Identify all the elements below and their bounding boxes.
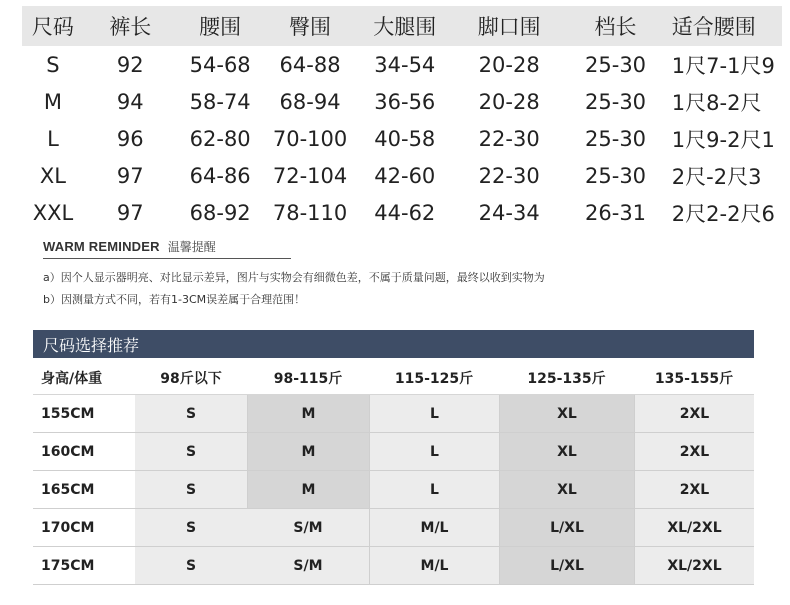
- waist-cell: 64-86: [189, 163, 251, 188]
- size-cell: 2XL: [634, 395, 754, 432]
- height-cell: 175CM: [41, 557, 95, 574]
- header-rise: 档长: [594, 15, 637, 39]
- hip-cell: 64-88: [279, 52, 341, 77]
- height-cell: 165CM: [41, 481, 95, 498]
- size-cell: S: [46, 52, 60, 77]
- size-cell: 2XL: [634, 433, 754, 470]
- fit-waist-cell: 2尺2-2尺6: [671, 201, 775, 226]
- length-cell: 96: [116, 126, 144, 151]
- waist-cell: 62-80: [189, 126, 251, 151]
- thigh-cell: 34-54: [374, 52, 436, 77]
- table-row: [22, 120, 782, 157]
- recommendation-title-bar: [33, 330, 754, 358]
- waist-cell: 58-74: [189, 89, 251, 114]
- hem-cell: 24-34: [478, 200, 540, 225]
- hem-cell: 22-30: [478, 163, 540, 188]
- hip-cell: 68-94: [279, 89, 341, 114]
- height-cell: 160CM: [41, 443, 95, 460]
- size-cell: S/M: [247, 547, 369, 584]
- recommendation-title: 尺码选择推荐: [43, 335, 140, 355]
- size-cell: L/XL: [499, 547, 634, 584]
- hip-cell: 78-110: [272, 200, 348, 225]
- size-cell: L: [369, 395, 499, 432]
- header-height-weight: 身高/体重: [41, 371, 103, 387]
- table-row: [33, 395, 754, 433]
- size-cell: XL: [499, 395, 634, 432]
- size-cell: L/XL: [499, 509, 634, 546]
- header-waist: 腰围: [199, 15, 242, 39]
- header-size: 尺码: [31, 15, 74, 39]
- rise-cell: 25-30: [585, 163, 647, 188]
- header-hip: 臀围: [289, 15, 332, 39]
- size-cell: M: [247, 395, 369, 432]
- hem-cell: 22-30: [478, 126, 540, 151]
- waist-cell: 54-68: [189, 52, 251, 77]
- thigh-cell: 42-60: [374, 163, 436, 188]
- size-chart-table: [22, 6, 782, 231]
- header-weight-2: 98-115斤: [273, 371, 343, 387]
- table-row: [22, 194, 782, 231]
- table-row: [33, 433, 754, 471]
- size-cell: XL: [499, 471, 634, 508]
- warm-reminder-title-en: WARM REMINDER: [43, 239, 160, 254]
- size-cell: XL: [499, 433, 634, 470]
- header-hem: 脚口围: [477, 15, 541, 39]
- hem-cell: 20-28: [478, 52, 540, 77]
- size-cell: XL/2XL: [634, 547, 754, 584]
- size-cell: 2XL: [634, 471, 754, 508]
- size-cell: S: [135, 547, 247, 584]
- size-cell: M: [247, 433, 369, 470]
- hip-cell: 70-100: [272, 126, 348, 151]
- size-cell: S: [135, 433, 247, 470]
- size-cell: S: [135, 395, 247, 432]
- table-row: [22, 46, 782, 83]
- rise-cell: 25-30: [585, 89, 647, 114]
- size-cell: M: [43, 89, 62, 114]
- size-chart-header: [22, 6, 782, 46]
- waist-cell: 68-92: [189, 200, 251, 225]
- reminder-note-color: a）因个人显示器明亮、对比显示差异，图片与实物会有细微色差，不属于质量问题，最终以收到实物为: [43, 271, 545, 284]
- fit-waist-cell: 1尺9-2尺1: [671, 127, 775, 152]
- table-row: [33, 471, 754, 509]
- size-cell: M: [247, 471, 369, 508]
- table-row: [22, 83, 782, 120]
- thigh-cell: 40-58: [374, 126, 436, 151]
- size-cell: XL/2XL: [634, 509, 754, 546]
- fit-waist-cell: 2尺-2尺3: [671, 164, 762, 189]
- size-cell: L: [47, 126, 59, 151]
- height-cell: 170CM: [41, 519, 95, 536]
- header-pants-length: 裤长: [109, 15, 152, 39]
- table-row: [33, 547, 754, 585]
- thigh-cell: 36-56: [374, 89, 436, 114]
- height-cell: 155CM: [41, 405, 95, 422]
- reminder-divider: [43, 258, 291, 259]
- header-weight-1: 98斤以下: [160, 371, 222, 387]
- recommendation-table: [33, 362, 754, 585]
- size-cell: M/L: [369, 509, 499, 546]
- fit-waist-cell: 1尺8-2尺: [671, 90, 762, 115]
- rise-cell: 26-31: [585, 200, 647, 225]
- size-cell: XXL: [32, 200, 74, 225]
- header-weight-3: 115-125斤: [394, 371, 474, 387]
- hem-cell: 20-28: [478, 89, 540, 114]
- warm-reminder-title-zh: 温馨提醒: [167, 240, 216, 254]
- reminder-note-measurement: b）因测量方式不同，若有1-3CM误差属于合理范围！: [43, 293, 306, 306]
- size-cell: S: [135, 509, 247, 546]
- length-cell: 97: [116, 200, 144, 225]
- rise-cell: 25-30: [585, 52, 647, 77]
- size-cell: M/L: [369, 547, 499, 584]
- thigh-cell: 44-62: [374, 200, 436, 225]
- size-cell: XL: [39, 163, 66, 188]
- header-weight-4: 125-135斤: [527, 371, 606, 387]
- header-thigh: 大腿围: [373, 15, 437, 39]
- length-cell: 92: [116, 52, 144, 77]
- recommendation-header: [33, 362, 754, 395]
- header-weight-5: 135-155斤: [654, 371, 734, 387]
- warm-reminder-heading: [43, 238, 216, 255]
- header-fit-waist: 适合腰围: [671, 15, 756, 39]
- table-row: [33, 509, 754, 547]
- size-cell: L: [369, 433, 499, 470]
- size-cell: S: [135, 471, 247, 508]
- fit-waist-cell: 1尺7-1尺9: [671, 53, 775, 78]
- length-cell: 94: [116, 89, 144, 114]
- length-cell: 97: [116, 163, 144, 188]
- hip-cell: 72-104: [272, 163, 348, 188]
- size-cell: L: [369, 471, 499, 508]
- table-row: [22, 157, 782, 194]
- size-cell: S/M: [247, 509, 369, 546]
- rise-cell: 25-30: [585, 126, 647, 151]
